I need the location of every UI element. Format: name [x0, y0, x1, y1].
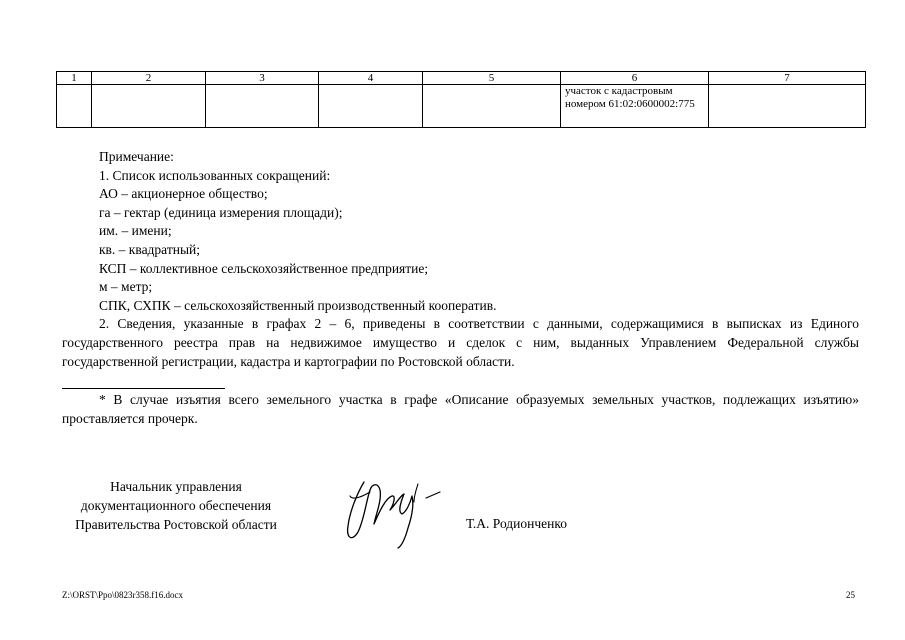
column-header: 5 [423, 72, 561, 85]
abbreviation-item: КСП – коллективное сельскохозяйственное предприятие; [99, 260, 429, 276]
abbreviation-item: СПК, СХПК – сельскохозяйственный производственный кооператив. [99, 297, 497, 313]
abbreviation-item: м – метр; [99, 279, 153, 295]
abbreviation-item: кв. – квадратный; [99, 241, 200, 257]
signatory-title-line: документационного обеспечения [80, 498, 272, 513]
notes-heading: Примечание: [99, 149, 174, 164]
column-header: 7 [709, 72, 866, 85]
table-header-row [57, 72, 866, 85]
footnote-divider [62, 388, 225, 389]
table-cell [92, 85, 206, 128]
signatory-title-line: Правительства Ростовской области [75, 517, 277, 532]
column-header: 2 [92, 72, 206, 85]
table-cell [319, 85, 423, 128]
signatory-title [58, 477, 294, 534]
signatory-title-line: Начальник управления [110, 479, 242, 494]
column-header: 6 [561, 72, 709, 85]
notes-item-2: 2. Сведения, указанные в графах 2 – 6, приведены в соответствии с данными, содержащимися в выписках из Единого государственного реестра прав на недвижимое имущество и сделок с ним, выданных Управлением Федеральной службы государственной регистрации, кадастра и картографии по Ростовской области. [62, 316, 859, 369]
file-path: Z:\ORST\Ppo\0823r358.f16.docx [62, 590, 183, 600]
table-row [57, 85, 866, 128]
signatory-name: Т.А. Родионченко [466, 516, 567, 531]
handwritten-signature [330, 470, 450, 550]
page-number: 25 [846, 590, 855, 600]
table-cell [57, 85, 92, 128]
table-cell [206, 85, 319, 128]
table-cell: участок с кадастровым номером 61:02:0600002:775 [561, 85, 709, 128]
column-header: 3 [206, 72, 319, 85]
abbreviation-item: им. – имени; [99, 223, 172, 239]
abbreviation-item: га – гектар (единица измерения площади); [99, 204, 343, 220]
abbreviation-item: АО – акционерное общество; [99, 186, 268, 202]
footnote: * В случае изъятия всего земельного участка в графе «Описание образуемых земельных участков, подлежащих изъятию» проставляется прочерк. [62, 392, 859, 426]
table-cell [709, 85, 866, 128]
land-table [56, 71, 866, 128]
column-header: 1 [57, 72, 92, 85]
column-header: 4 [319, 72, 423, 85]
abbreviations-title: 1. Список использованных сокращений: [99, 167, 331, 183]
notes-section [62, 148, 859, 371]
table-cell [423, 85, 561, 128]
